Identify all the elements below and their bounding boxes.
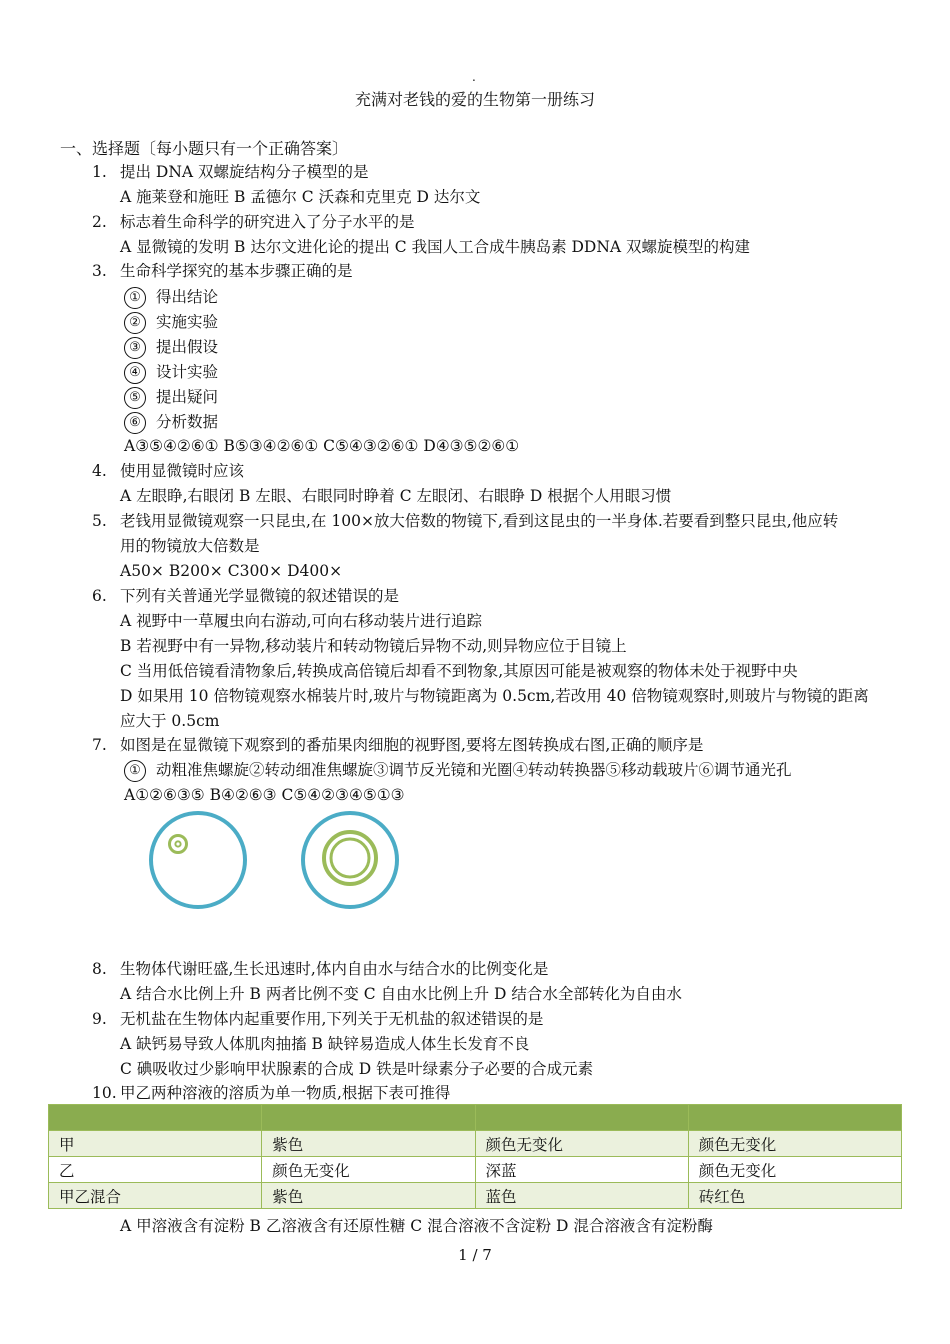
question-7-options: A①②⑥③⑤ B④②⑥③ C⑤④②③④⑤①③	[124, 786, 405, 804]
question-5-text-cont: 用的物镜放大倍数是	[120, 537, 260, 555]
cell-inner	[331, 839, 369, 877]
cell-outer	[170, 836, 187, 853]
step-item: ③ 提出假设	[124, 335, 218, 360]
right-field-view	[300, 808, 404, 912]
results-table	[48, 1104, 902, 1209]
question-2-options: A 显微镜的发明 B 达尔文进化论的提出 C 我国人工合成牛胰岛素 DDNA 双螺旋模型的构建	[120, 238, 751, 256]
question-6-option-a: A 视野中一草履虫向右游动,可向右移动装片进行追踪	[120, 612, 483, 630]
step-item: ⑤ 提出疑问	[124, 385, 218, 410]
table-cell: 紫色	[262, 1183, 475, 1209]
table-cell: 甲乙混合	[49, 1183, 262, 1209]
question-2: 2. 标志着生命科学的研究进入了分子水平的是	[92, 213, 415, 231]
table-cell: 乙	[49, 1157, 262, 1183]
question-1: 1. 提出 DNA 双螺旋结构分子模型的是	[92, 163, 369, 181]
question-3: 3. 生命科学探究的基本步骤正确的是	[92, 262, 353, 280]
question-10-options: A 甲溶液含有淀粉 B 乙溶液含有还原性糖 C 混合溶液不含淀粉 D 混合溶液含有淀粉酶	[120, 1217, 713, 1235]
table-cell: 颜色无变化	[475, 1131, 688, 1157]
table-cell: 蓝色	[475, 1183, 688, 1209]
question-7: 7. 如图是在显微镜下观察到的番茄果肉细胞的视野图,要将左图转换成右图,正确的顺序是	[92, 736, 704, 754]
table-row	[49, 1183, 902, 1209]
question-10: 10. 甲乙两种溶液的溶质为单一物质,根据下表可推得	[92, 1084, 451, 1102]
table-cell: 颜色无变化	[688, 1131, 901, 1157]
question-6: 6. 下列有关普通光学显微镜的叙述错误的是	[92, 587, 400, 605]
question-8-options: A 结合水比例上升 B 两者比例不变 C 自由水比例上升 D 结合水全部转化为自由水	[120, 985, 682, 1003]
page-number: 1 / 7	[458, 1246, 492, 1264]
table-cell: 甲	[49, 1131, 262, 1157]
section-heading: 一、选择题〔每小题只有一个正确答案〕	[60, 139, 349, 158]
step-item: ① 得出结论	[124, 285, 218, 310]
question-8: 8. 生物体代谢旺盛,生长迅速时,体内自由水与结合水的比例变化是	[92, 960, 549, 978]
question-4: 4. 使用显微镜时应该	[92, 462, 245, 480]
question-7-steps: ① 动粗准焦螺旋②转动细准焦螺旋③调节反光镜和光圈④转动转换器⑤移动载玻片⑥调节通光孔	[124, 758, 792, 783]
question-5: 5. 老钱用显微镜观察一只昆虫,在 100×放大倍数的物镜下,看到这昆虫的一半身体.若要看到整只昆虫,他应转	[92, 512, 839, 530]
step-item: ⑥ 分析数据	[124, 410, 218, 435]
table-row	[49, 1157, 902, 1183]
question-9-options-ab: A 缺钙易导致人体肌肉抽搐 B 缺锌易造成人体生长发育不良	[120, 1035, 530, 1053]
table-cell: 紫色	[262, 1131, 475, 1157]
cell-inner	[175, 841, 180, 846]
table-cell: 颜色无变化	[262, 1157, 475, 1183]
question-6-option-b: B 若视野中有一异物,移动装片和转动物镜后异物不动,则异物应位于目镜上	[120, 637, 627, 655]
table-cell: 砖红色	[688, 1183, 901, 1209]
question-4-options: A 左眼睁,右眼闭 B 左眼、右眼同时睁着 C 左眼闭、右眼睁 D 根据个人用眼习惯	[120, 487, 672, 505]
table-cell: 深蓝	[475, 1157, 688, 1183]
step-item: ④ 设计实验	[124, 360, 218, 385]
table-header-row	[49, 1105, 902, 1131]
page-title: 充满对老钱的爱的生物第一册练习	[354, 90, 595, 109]
left-field-view	[146, 808, 250, 912]
header-dot: .	[472, 70, 476, 84]
question-6-option-d-cont: 应大于 0.5cm	[120, 712, 220, 730]
question-9-options-cd: C 碘吸收过少影响甲状腺素的合成 D 铁是叶绿素分子必要的合成元素	[120, 1060, 594, 1078]
question-5-options: A50× B200× C300× D400×	[120, 562, 343, 580]
question-6-option-d: D 如果用 10 倍物镜观察水棉装片时,玻片与物镜距离为 0.5cm,若改用 40 倍物镜观察时,则玻片与物镜的距离	[120, 687, 869, 705]
question-3-options: A③⑤④②⑥① B⑤③④②⑥① C⑤④③②⑥① D④③⑤②⑥①	[124, 437, 520, 455]
table-cell: 颜色无变化	[688, 1157, 901, 1183]
step-item: ② 实施实验	[124, 310, 218, 335]
field-circle	[303, 813, 397, 907]
question-1-options: A 施莱登和施旺 B 孟德尔 C 沃森和克里克 D 达尔文	[120, 188, 481, 206]
question-9: 9. 无机盐在生物体内起重要作用,下列关于无机盐的叙述错误的是	[92, 1010, 544, 1028]
table-row	[49, 1131, 902, 1157]
question-6-option-c: C 当用低倍镜看清物象后,转换成高倍镜后却看不到物象,其原因可能是被观察的物体未处于视野中央	[120, 662, 798, 680]
field-circle	[151, 813, 245, 907]
